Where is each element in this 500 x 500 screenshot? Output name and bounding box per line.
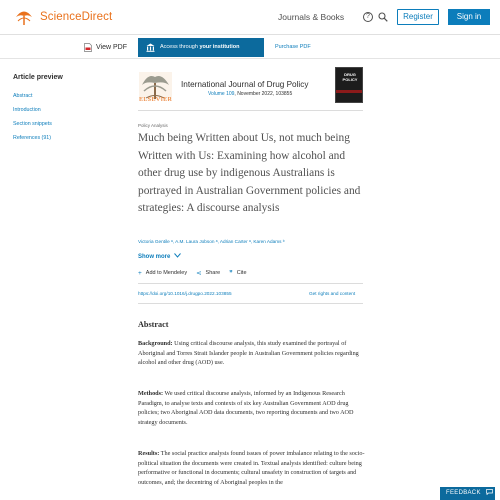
- doi-link[interactable]: https://doi.org/10.1016/j.drugpo.2022.103855: [138, 291, 232, 296]
- share-button[interactable]: [196, 269, 220, 277]
- chat-bubble-icon: [486, 489, 493, 495]
- abstract-methods: [138, 389, 370, 427]
- article-type-label: Policy Analysis: [138, 123, 168, 128]
- view-pdf-label: View PDF: [96, 44, 127, 51]
- volume-date: , November 2022, 103855: [234, 91, 293, 97]
- methods-label: Methods:: [138, 390, 164, 397]
- share-label: Share: [205, 270, 221, 276]
- pdf-icon: [84, 43, 92, 52]
- abstract-heading: Abstract: [138, 320, 169, 329]
- header-divider: [138, 110, 363, 111]
- add-to-mendeley-button[interactable]: [138, 269, 187, 277]
- access-institution-label: your institution: [199, 44, 240, 50]
- article-actions: [138, 269, 247, 277]
- background-label: Background:: [138, 340, 173, 347]
- quote-icon: ❞: [229, 270, 233, 277]
- elsevier-tree-icon: [13, 8, 35, 26]
- plus-icon: +: [138, 269, 142, 277]
- search-icon[interactable]: [378, 12, 388, 22]
- logo-text: ScienceDirect: [40, 11, 113, 23]
- access-institution-button[interactable]: [138, 38, 264, 57]
- article-toolbar: [0, 36, 500, 59]
- help-icon[interactable]: ?: [363, 12, 373, 22]
- show-more-button[interactable]: [138, 253, 181, 260]
- purchase-pdf-link[interactable]: Purchase PDF: [275, 44, 311, 50]
- actions-divider: [138, 283, 363, 284]
- sidebar-item-introduction[interactable]: Introduction: [13, 107, 41, 113]
- article-preview-heading: Article preview: [13, 74, 63, 81]
- sign-in-button[interactable]: Sign in: [448, 9, 490, 25]
- background-text: Using critical discourse analysis, this study examined the portrayal of Aboriginal and Torres Strait Islander people in Australian Government policies regarding alcohol and other drug (AOD) use.: [138, 340, 359, 367]
- abstract-results: [138, 449, 370, 487]
- methods-text: We used critical discourse analysis, informed by an Indigenous Research Paradigm, to analyse texts and contexts of six key Australian Government AOD drug policies; two Aboriginal AOD data documents, two reporting documents and two AOD strategy documents.: [138, 390, 354, 426]
- share-icon: ⋖: [196, 270, 202, 277]
- results-label: Results:: [138, 450, 160, 457]
- doi-divider: [138, 303, 363, 304]
- journal-cover-image[interactable]: [335, 67, 363, 103]
- cite-button[interactable]: [229, 269, 246, 277]
- sciencedirect-logo[interactable]: [13, 8, 112, 26]
- article-title: Much being Written about Us, not much being Written with Us: Examining how alcohol and other drug use by indigenous Australians is portrayed in Australian Government policies and strategies: A discourse analysis: [138, 132, 361, 215]
- volume-link[interactable]: Volume 109: [208, 91, 235, 97]
- institution-icon: [146, 43, 155, 52]
- journals-books-link[interactable]: Journals & Books: [278, 12, 345, 22]
- register-button[interactable]: Register: [397, 9, 439, 25]
- results-text: The social practice analysis found issues of power imbalance relating to the socio-political situation the documents were created in. Textual analysis identified: culture being performative or functional in documents; cultural unsafety in construction of targets and outcomes, and; the decentring of Aboriginal peoples in the: [138, 450, 365, 486]
- sidebar-item-section-snippets[interactable]: Section snippets: [13, 121, 52, 127]
- cover-band: [336, 90, 362, 93]
- view-pdf-button[interactable]: [84, 43, 127, 52]
- elsevier-wordmark: ELSEVIER: [139, 96, 173, 103]
- rights-content-link[interactable]: Get rights and content: [309, 291, 356, 296]
- access-prefix: Access through: [160, 44, 200, 50]
- cover-title: DRUG POLICY: [342, 72, 358, 82]
- show-more-label: Show more: [138, 254, 171, 260]
- mendeley-label: Add to Mendeley: [145, 270, 188, 276]
- abstract-background: [138, 339, 370, 368]
- sidebar-item-references[interactable]: References (91): [13, 135, 51, 141]
- feedback-button[interactable]: [440, 487, 495, 500]
- chevron-down-icon: [174, 253, 181, 258]
- journal-title-link[interactable]: International Journal of Drug Policy: [181, 80, 309, 89]
- feedback-label: FEEDBACK: [446, 490, 481, 496]
- journal-volume-info: [208, 91, 292, 97]
- cite-label: Cite: [236, 270, 247, 276]
- sidebar-item-abstract[interactable]: Abstract: [13, 93, 33, 99]
- top-navigation-bar: [0, 0, 500, 35]
- author-list[interactable]: Victoria Gentile ᵃ, A.M. Laura Jobson ᵃ, Adrian Carter ᵃ, Karen Adams ᵇ: [138, 239, 285, 244]
